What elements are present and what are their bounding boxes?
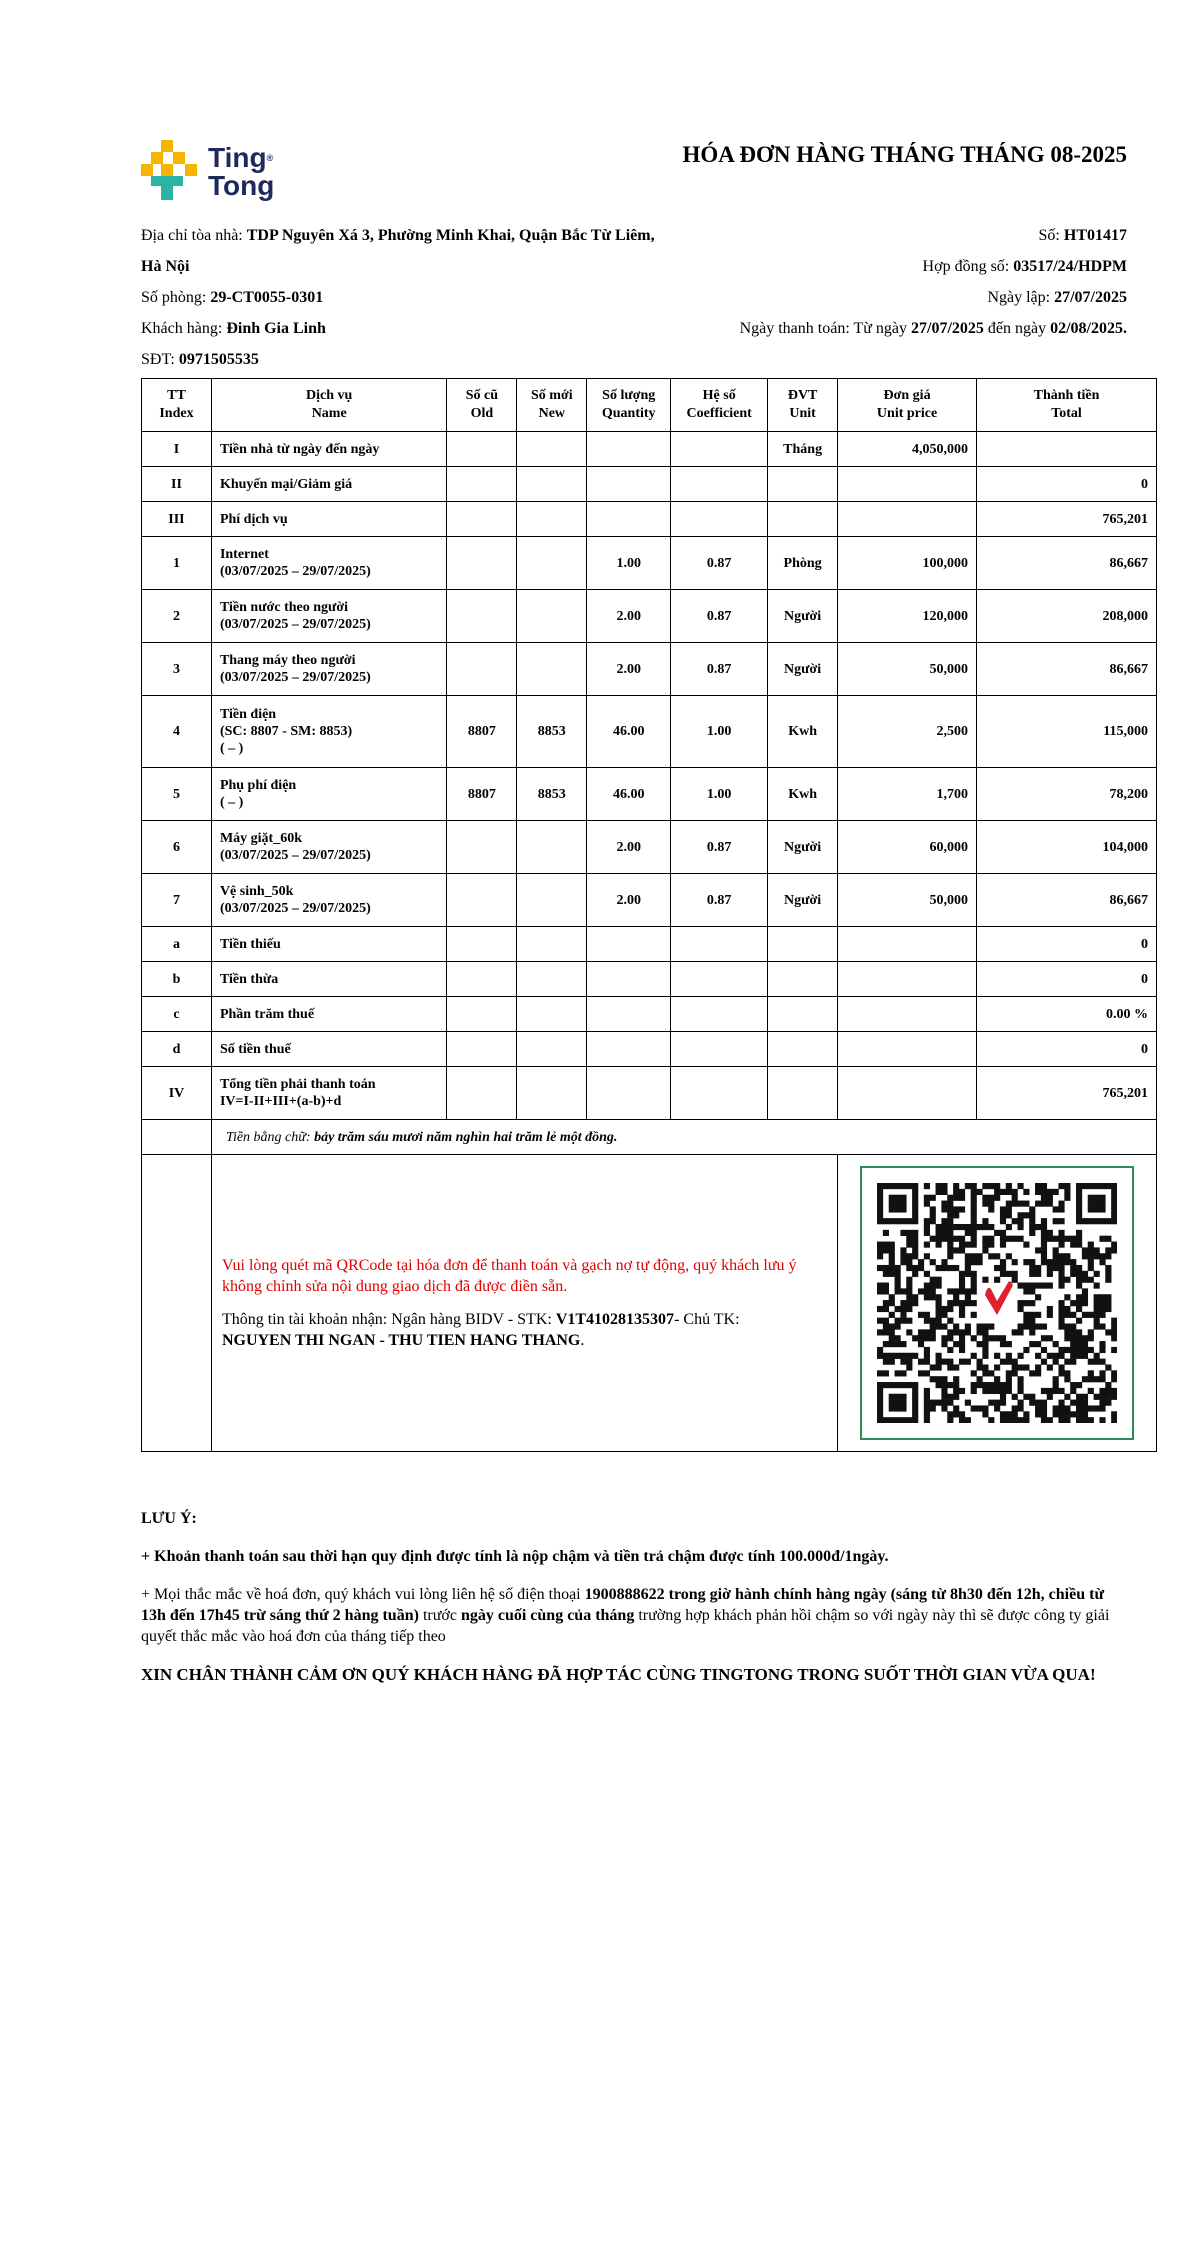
cell-coef: 0.87 (671, 537, 768, 590)
notes-heading: LƯU Ý: (141, 1510, 197, 1527)
table-row (142, 590, 1157, 643)
amount-in-words: Tiền bằng chữ: bảy trăm sáu mươi năm nghìn hai trăm lẻ một đồng. (211, 1120, 1156, 1155)
cell-name: Máy giặt_60k (03/07/2025 – 29/07/2025) (211, 821, 447, 874)
cell-old (447, 502, 517, 537)
qr-cell (838, 1155, 1157, 1452)
cell-total: 86,667 (977, 537, 1157, 590)
cell-name: Vệ sinh_50k (03/07/2025 – 29/07/2025) (211, 874, 447, 927)
cell-name: Tiền nước theo người (03/07/2025 – 29/07/2025) (211, 590, 447, 643)
cell-price (838, 962, 977, 997)
table-row (142, 696, 1157, 768)
cell-coef (671, 1032, 768, 1067)
cell-name: Tiền điện (SC: 8807 - SM: 8853) ( – ) (211, 696, 447, 768)
cell-new (517, 821, 587, 874)
cell-name: Phí dịch vụ (211, 502, 447, 537)
room-line: Số phòng: 29-CT0055-0301 (141, 289, 324, 306)
cell-unit (768, 1032, 838, 1067)
cell-qty (587, 432, 671, 467)
cell-unit (768, 927, 838, 962)
cell-new (517, 502, 587, 537)
cell-unit: Người (768, 874, 838, 927)
cell-coef: 1.00 (671, 696, 768, 768)
column-header: Số lượng Quantity (587, 379, 671, 432)
cell-index: 1 (142, 537, 212, 590)
cell-unit: Người (768, 590, 838, 643)
cell-index: 3 (142, 643, 212, 696)
cell-qty (587, 1032, 671, 1067)
cell-index: 4 (142, 696, 212, 768)
cell-coef: 0.87 (671, 643, 768, 696)
cell-unit: Người (768, 643, 838, 696)
contract-number: Hợp đồng số: 03517/24/HDPM (922, 258, 1127, 275)
cell-unit: Người (768, 821, 838, 874)
cell-price (838, 1067, 977, 1120)
cell-coef (671, 997, 768, 1032)
payment-info (211, 1155, 837, 1452)
table-body (142, 432, 1157, 1120)
invoice-number: Số: HT01417 (1038, 227, 1127, 244)
tingtong-logo (141, 140, 291, 204)
table-row (142, 502, 1157, 537)
cell-name: Khuyến mại/Giảm giá (211, 467, 447, 502)
cell-price: 60,000 (838, 821, 977, 874)
payment-period: Ngày thanh toán: Từ ngày 27/07/2025 đến ngày 02/08/2025. (739, 320, 1127, 337)
cell-old: 8807 (447, 768, 517, 821)
cell-price (838, 502, 977, 537)
cell-total: 208,000 (977, 590, 1157, 643)
table-row (142, 1032, 1157, 1067)
cell-price (838, 927, 977, 962)
cell-price (838, 467, 977, 502)
invoice-table (141, 378, 1157, 1452)
cell-coef: 1.00 (671, 768, 768, 821)
cell-index: c (142, 997, 212, 1032)
cell-total: 0 (977, 467, 1157, 502)
customer-info (141, 220, 661, 375)
cell-price: 50,000 (838, 643, 977, 696)
cell-coef (671, 432, 768, 467)
invoice-title: HÓA ĐƠN HÀNG THÁNG THÁNG 08-2025 (682, 142, 1127, 167)
cell-unit (768, 502, 838, 537)
column-header: Hệ số Coefficient (671, 379, 768, 432)
contact-note: + Mọi thắc mắc về hoá đơn, quý khách vui lòng liên hệ số điện thoại 1900888622 trong giờ hành chính hàng ngày (sáng từ 8h30 đến 12h, chiều từ 13h đến 17h45 trừ sáng thứ 2 hàng tuần) trước ngày cuối cùng của tháng trường hợp khách phản hồi chậm so với ngày này thì sẽ được công ty giải quyết thắc mắc vào hoá đơn của tháng tiếp theo (141, 1586, 1110, 1645)
table-row (142, 467, 1157, 502)
cell-old (447, 467, 517, 502)
cell-qty: 2.00 (587, 874, 671, 927)
cell-old (447, 643, 517, 696)
cell-price (838, 1032, 977, 1067)
cell-old (447, 432, 517, 467)
cell-new (517, 997, 587, 1032)
cell-name: Tiền thiếu (211, 927, 447, 962)
column-header: TT Index (142, 379, 212, 432)
table-row (142, 927, 1157, 962)
cell-total: 86,667 (977, 643, 1157, 696)
cell-new (517, 432, 587, 467)
cell-qty: 2.00 (587, 590, 671, 643)
cell-old (447, 997, 517, 1032)
cell-qty (587, 467, 671, 502)
column-header: Dịch vụ Name (211, 379, 447, 432)
address-line: Địa chỉ tòa nhà: TDP Nguyên Xá 3, Phường Minh Khai, Quận Bắc Từ Liêm, Hà Nội (141, 227, 655, 275)
phone-line: SĐT: 0971505535 (141, 351, 259, 368)
cell-index: I (142, 432, 212, 467)
cell-qty: 1.00 (587, 537, 671, 590)
invoice-meta (607, 220, 1127, 344)
cell-index: d (142, 1032, 212, 1067)
table-row (142, 874, 1157, 927)
cell-coef (671, 927, 768, 962)
cell-price: 50,000 (838, 874, 977, 927)
cell-name: Tiền nhà từ ngày đến ngày (211, 432, 447, 467)
cell-index: IV (142, 1067, 212, 1120)
column-header: Thành tiền Total (977, 379, 1157, 432)
cell-total: 0.00 % (977, 997, 1157, 1032)
cell-price: 100,000 (838, 537, 977, 590)
cell-name: Tiền thừa (211, 962, 447, 997)
cell-index: 2 (142, 590, 212, 643)
cell-index: b (142, 962, 212, 997)
table-row (142, 962, 1157, 997)
cell-name: Thang máy theo người (03/07/2025 – 29/07/2025) (211, 643, 447, 696)
cell-price (838, 997, 977, 1032)
cell-total (977, 432, 1157, 467)
cell-unit: Phòng (768, 537, 838, 590)
qr-logo-icon (985, 1281, 1013, 1315)
customer-line: Khách hàng: Đinh Gia Linh (141, 320, 326, 337)
cell-total: 765,201 (977, 1067, 1157, 1120)
cell-new (517, 643, 587, 696)
cell-new (517, 537, 587, 590)
cell-unit: Kwh (768, 696, 838, 768)
cell-name: Tổng tiền phải thanh toán IV=I-II+III+(a-b)+d (211, 1067, 447, 1120)
cell-coef (671, 1067, 768, 1120)
cell-index: a (142, 927, 212, 962)
payment-row (142, 1155, 1157, 1452)
cell-new (517, 590, 587, 643)
cell-price: 1,700 (838, 768, 977, 821)
cell-qty (587, 962, 671, 997)
cell-new (517, 467, 587, 502)
created-date: Ngày lập: 27/07/2025 (987, 289, 1127, 306)
cell-unit (768, 997, 838, 1032)
cell-name: Số tiền thuế (211, 1032, 447, 1067)
cell-coef: 0.87 (671, 874, 768, 927)
table-row (142, 768, 1157, 821)
logo-mark-icon (141, 140, 203, 202)
cell-total: 765,201 (977, 502, 1157, 537)
cell-qty: 46.00 (587, 696, 671, 768)
cell-total: 104,000 (977, 821, 1157, 874)
table-row (142, 432, 1157, 467)
qr-code[interactable] (860, 1166, 1134, 1440)
table-row (142, 1067, 1157, 1120)
cell-new (517, 874, 587, 927)
cell-total: 78,200 (977, 768, 1157, 821)
cell-total: 86,667 (977, 874, 1157, 927)
cell-old (447, 590, 517, 643)
cell-coef: 0.87 (671, 821, 768, 874)
cell-price: 120,000 (838, 590, 977, 643)
cell-total: 0 (977, 1032, 1157, 1067)
cell-old (447, 821, 517, 874)
cell-total: 115,000 (977, 696, 1157, 768)
cell-qty: 46.00 (587, 768, 671, 821)
qr-payment-note: Vui lòng quét mã QRCode tại hóa đơn để thanh toán và gạch nợ tự động, quý khách lưu ý không chỉnh sửa nội dung giao dịch đã được điền sẵn. (221, 1257, 797, 1295)
cell-index: 6 (142, 821, 212, 874)
cell-old (447, 1067, 517, 1120)
cell-new (517, 1032, 587, 1067)
cell-qty (587, 502, 671, 537)
cell-new (517, 927, 587, 962)
late-payment-note: + Khoản thanh toán sau thời hạn quy định được tính là nộp chậm và tiền trả chậm được tính 100.000đ/1ngày. (141, 1548, 889, 1565)
notes-section (141, 1508, 1131, 1703)
table-row (142, 997, 1157, 1032)
qr-code-icon (877, 1183, 1117, 1423)
cell-old (447, 537, 517, 590)
cell-index: III (142, 502, 212, 537)
thank-you-note: XIN CHÂN THÀNH CẢM ƠN QUÝ KHÁCH HÀNG ĐÃ HỢP TÁC CÙNG TINGTONG TRONG SUỐT THỜI GIAN VỪA QUA! (141, 1665, 1096, 1684)
cell-price: 2,500 (838, 696, 977, 768)
cell-unit: Kwh (768, 768, 838, 821)
cell-unit (768, 467, 838, 502)
cell-new (517, 1067, 587, 1120)
cell-new (517, 962, 587, 997)
cell-total: 0 (977, 962, 1157, 997)
cell-new: 8853 (517, 696, 587, 768)
cell-index: 5 (142, 768, 212, 821)
cell-total: 0 (977, 927, 1157, 962)
cell-old (447, 1032, 517, 1067)
column-header: Số mới New (517, 379, 587, 432)
cell-qty (587, 927, 671, 962)
cell-coef (671, 962, 768, 997)
cell-old (447, 874, 517, 927)
cell-old (447, 927, 517, 962)
cell-unit (768, 1067, 838, 1120)
cell-old (447, 962, 517, 997)
cell-qty (587, 1067, 671, 1120)
bank-account-info: Thông tin tài khoản nhận: Ngân hàng BIDV - STK: V1T41028135307- Chủ TK: NGUYEN THI NGAN - THU TIEN HANG THANG. (221, 1311, 740, 1349)
cell-qty: 2.00 (587, 821, 671, 874)
cell-name: Internet (03/07/2025 – 29/07/2025) (211, 537, 447, 590)
cell-coef (671, 467, 768, 502)
amount-in-words-row (142, 1120, 1157, 1155)
cell-unit: Tháng (768, 432, 838, 467)
cell-unit (768, 962, 838, 997)
cell-name: Phụ phí điện ( – ) (211, 768, 447, 821)
table-row (142, 821, 1157, 874)
cell-new: 8853 (517, 768, 587, 821)
table-row (142, 643, 1157, 696)
cell-index: II (142, 467, 212, 502)
cell-coef (671, 502, 768, 537)
cell-name: Phần trăm thuế (211, 997, 447, 1032)
cell-old: 8807 (447, 696, 517, 768)
logo-text: Ting® Tong (208, 142, 275, 201)
cell-price: 4,050,000 (838, 432, 977, 467)
cell-qty: 2.00 (587, 643, 671, 696)
table-header (142, 379, 1157, 432)
table-row (142, 537, 1157, 590)
cell-index: 7 (142, 874, 212, 927)
column-header: Số cũ Old (447, 379, 517, 432)
column-header: ĐVT Unit (768, 379, 838, 432)
column-header: Đơn giá Unit price (838, 379, 977, 432)
cell-coef: 0.87 (671, 590, 768, 643)
cell-qty (587, 997, 671, 1032)
